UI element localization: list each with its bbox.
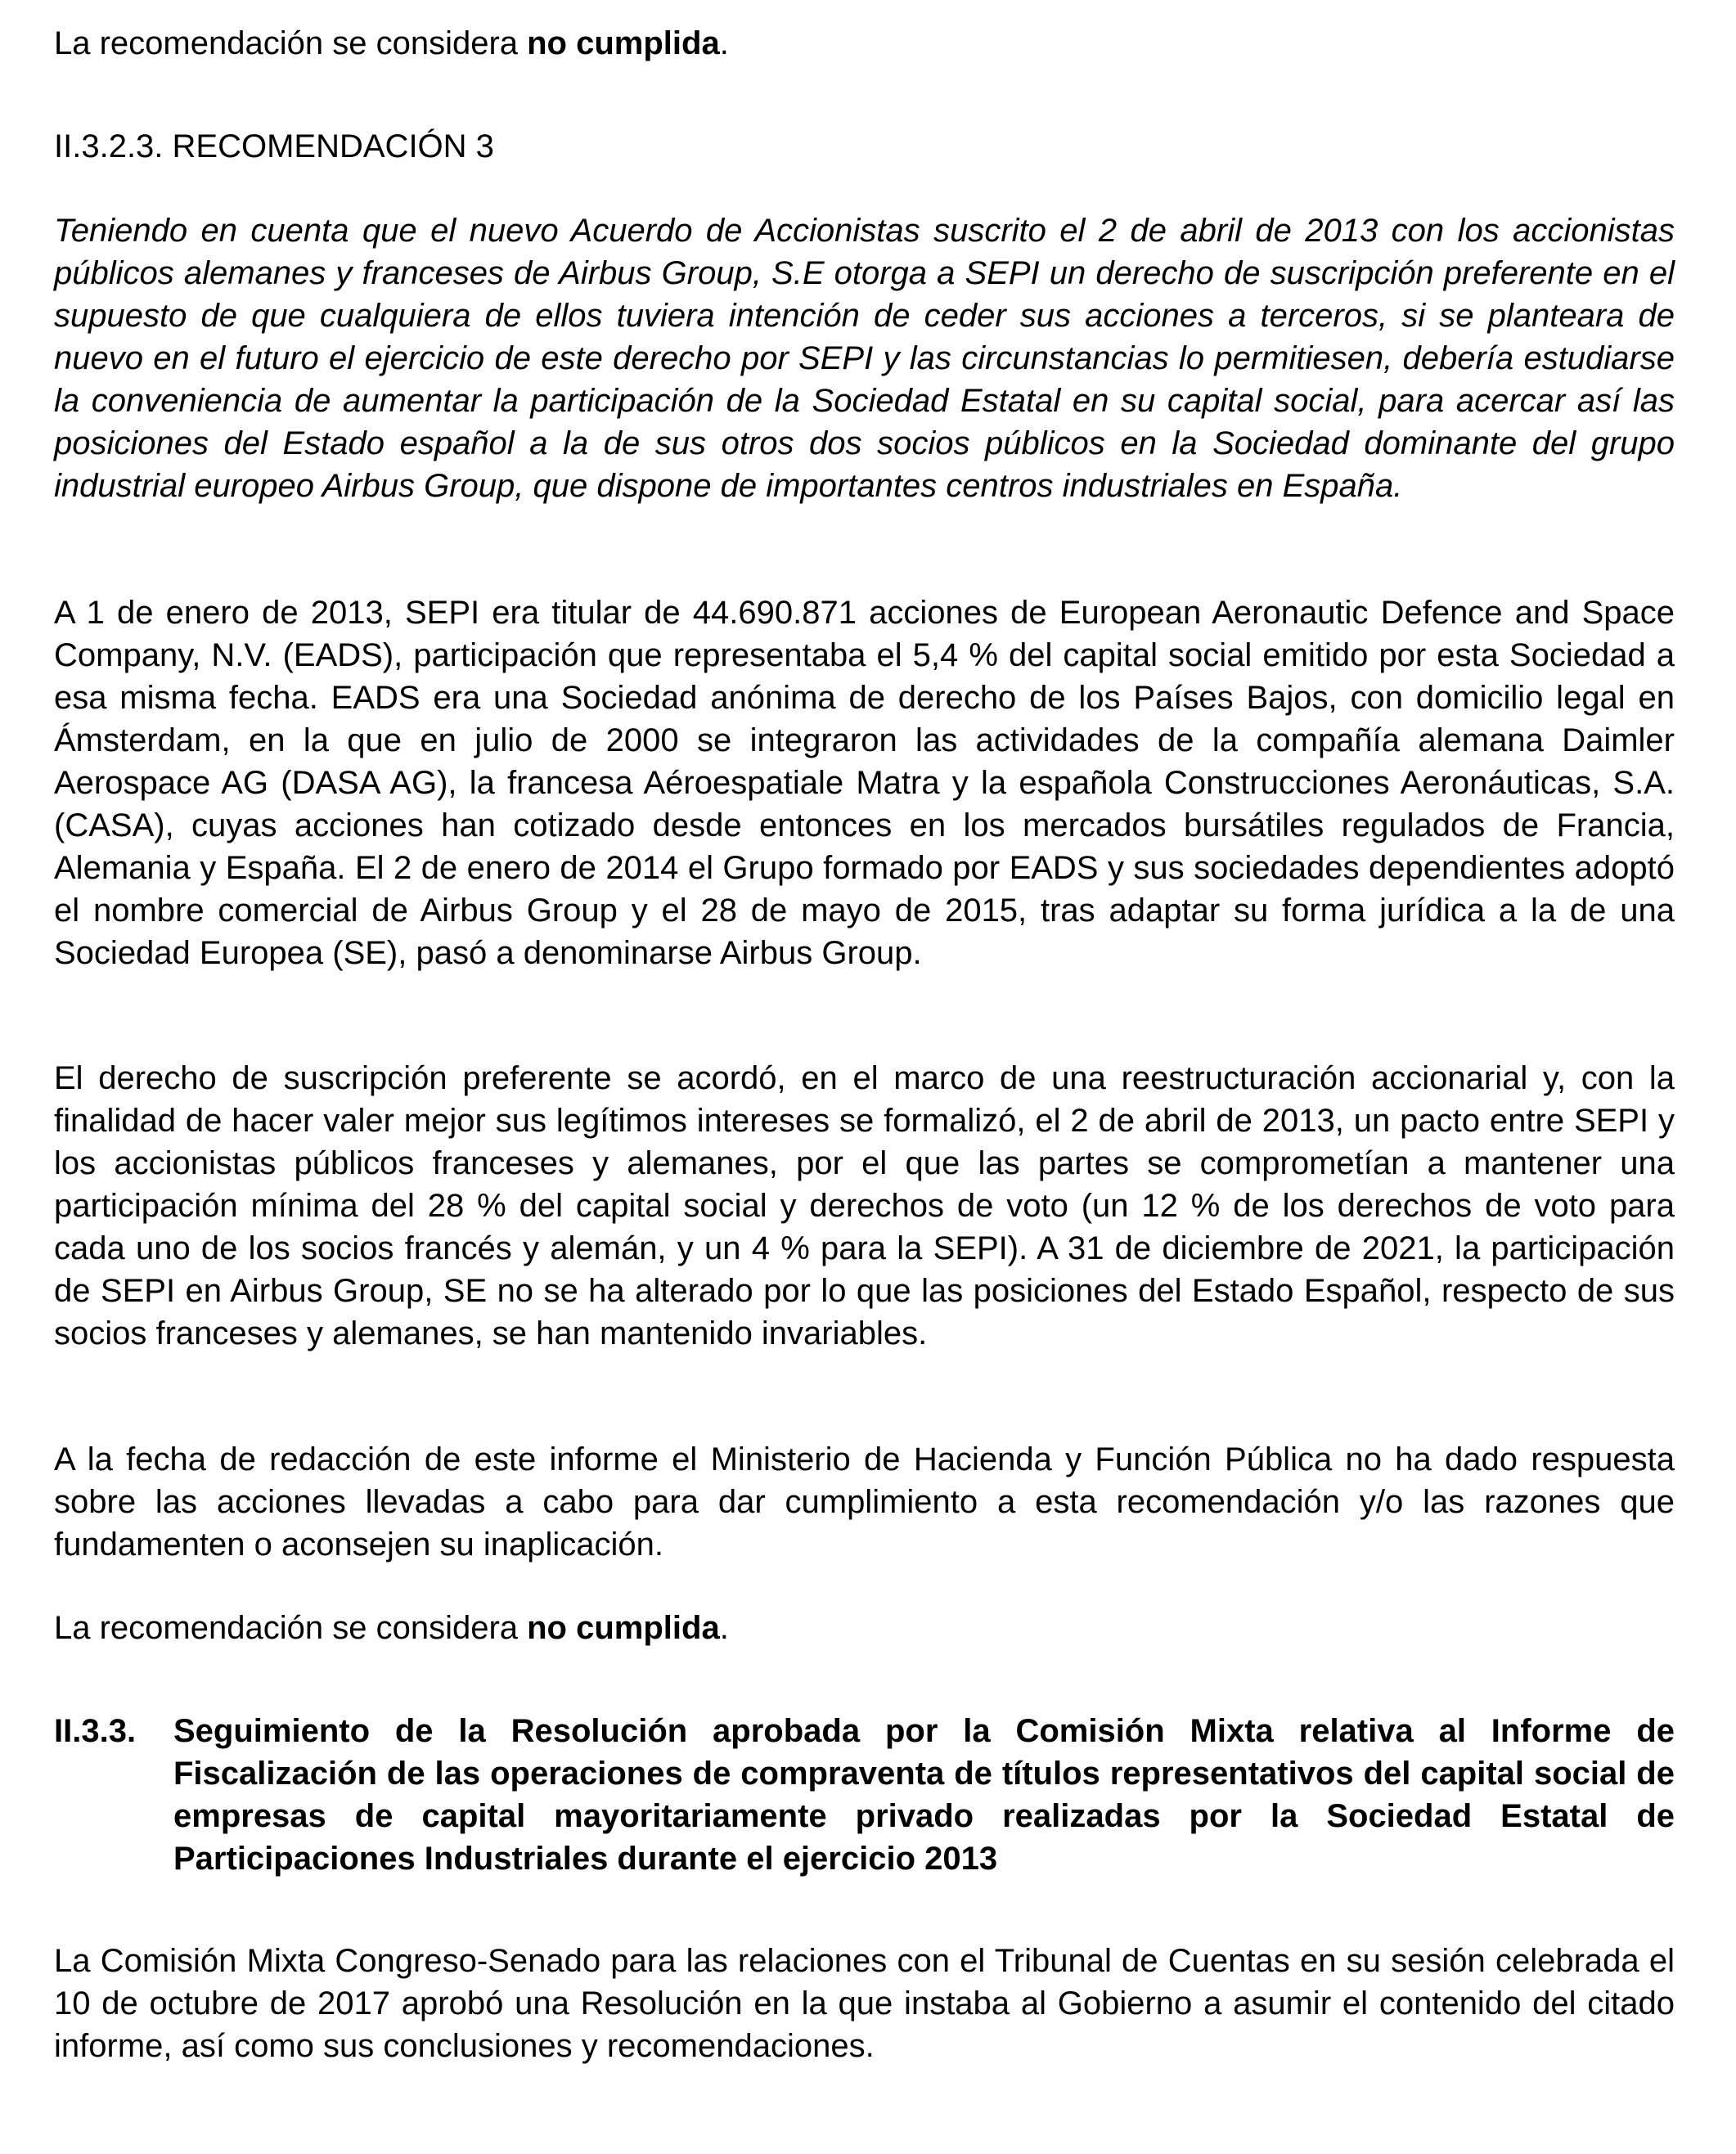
- status-bold: no cumplida: [527, 1610, 720, 1646]
- status-prefix: La recomendación se considera: [54, 1610, 528, 1646]
- paragraph-subscription-right: El derecho de suscripción preferente se acordó, en el marco de una reestructuración accionarial y, con la finalidad de hacer valer mejor sus legítimos intereses se formalizó, el 2 de abril de 2013, un pacto entre SEPI y los accionistas públicos franceses y alemanes, por el que las partes se comprometían a mantener una participación mínima del 28 % del capital social y derechos de voto (un 12 % de los derechos de voto para cada uno de los socios francés y alemán, y un 4 % para la SEPI). A 31 de diciembre de 2021, la participación de SEPI en Airbus Group, SE no se ha alterado por lo que las posiciones del Estado Español, respecto de sus socios franceses y alemanes, se han mantenido invariables.: [54, 1060, 1675, 1351]
- heading-recommendation-3: II.3.2.3. RECOMENDACIÓN 3: [54, 128, 494, 164]
- paragraph-comision-mixta: La Comisión Mixta Congreso-Senado para las relaciones con el Tribunal de Cuentas en su sesión celebrada el 10 de octubre de 2017 aprobó una Resolución en la que instaba al Gobierno a asumir el contenido del citado informe, así como sus conclusiones y recomendaciones.: [54, 1943, 1675, 2064]
- status-bold: no cumplida: [527, 25, 720, 61]
- status-suffix: .: [719, 25, 729, 61]
- status-line-2: [54, 1607, 1675, 1649]
- section-title: Seguimiento de la Resolución aprobada por la Comisión Mixta relativa al Informe de Fiscalización de las operaciones de compraventa de títulos representativos del capital social de empresas de capital mayoritariamente privado realizadas por la Sociedad Estatal de Participaciones Industriales durante el ejercicio 2013: [173, 1713, 1675, 1877]
- status-line-1: [54, 22, 1675, 65]
- section-heading-ii-3-3: [54, 1710, 1675, 1880]
- paragraph-ministry-response: A la fecha de redacción de este informe el Ministerio de Hacienda y Función Pública no ha dado respuesta sobre las acciones llevadas a cabo para dar cumplimiento a esta recomendación y/o las razones que fundamenten o aconsejen su inaplicación.: [54, 1441, 1675, 1563]
- status-suffix: .: [719, 1610, 729, 1646]
- status-prefix: La recomendación se considera: [54, 25, 528, 61]
- paragraph-eads: A 1 de enero de 2013, SEPI era titular de 44.690.871 acciones de European Aeronautic Defence and Space Company, N.V. (EADS), participación que representaba el 5,4 % del capital social emitido por esta Sociedad a esa misma fecha. EADS era una Sociedad anónima de derecho de los Países Bajos, con domicilio legal en Ámsterdam, en la que en julio de 2000 se integraron las actividades de la compañía alemana Daimler Aerospace AG (DASA AG), la francesa Aéroespatiale Matra y la española Construcciones Aeronáuticas, S.A. (CASA), cuyas acciones han cotizado desde entonces en los mercados bursátiles regulados de Francia, Alemania y España. El 2 de enero de 2014 el Grupo formado por EADS y sus sociedades dependientes adoptó el nombre comercial de Airbus Group y el 28 de mayo de 2015, tras adaptar su forma jurídica a la de una Sociedad Europea (SE), pasó a denominarse Airbus Group.: [54, 595, 1675, 971]
- section-number: II.3.3.: [54, 1713, 137, 1749]
- recommendation-3-text: Teniendo en cuenta que el nuevo Acuerdo de Accionistas suscrito el 2 de abril de 2013 con los accionistas públicos alemanes y franceses de Airbus Group, S.E otorga a SEPI un derecho de suscripción preferente en el supuesto de que cualquiera de ellos tuviera intención de ceder sus acciones a terceros, si se planteara de nuevo en el futuro el ejercicio de este derecho por SEPI y las circunstancias lo permitiesen, debería estudiarse la conveniencia de aumentar la participación de la Sociedad Estatal en su capital social, para acercar así las posiciones del Estado español a la de sus otros dos socios públicos en la Sociedad dominante del grupo industrial europeo Airbus Group, que dispone de importantes centros industriales en España.: [54, 213, 1675, 504]
